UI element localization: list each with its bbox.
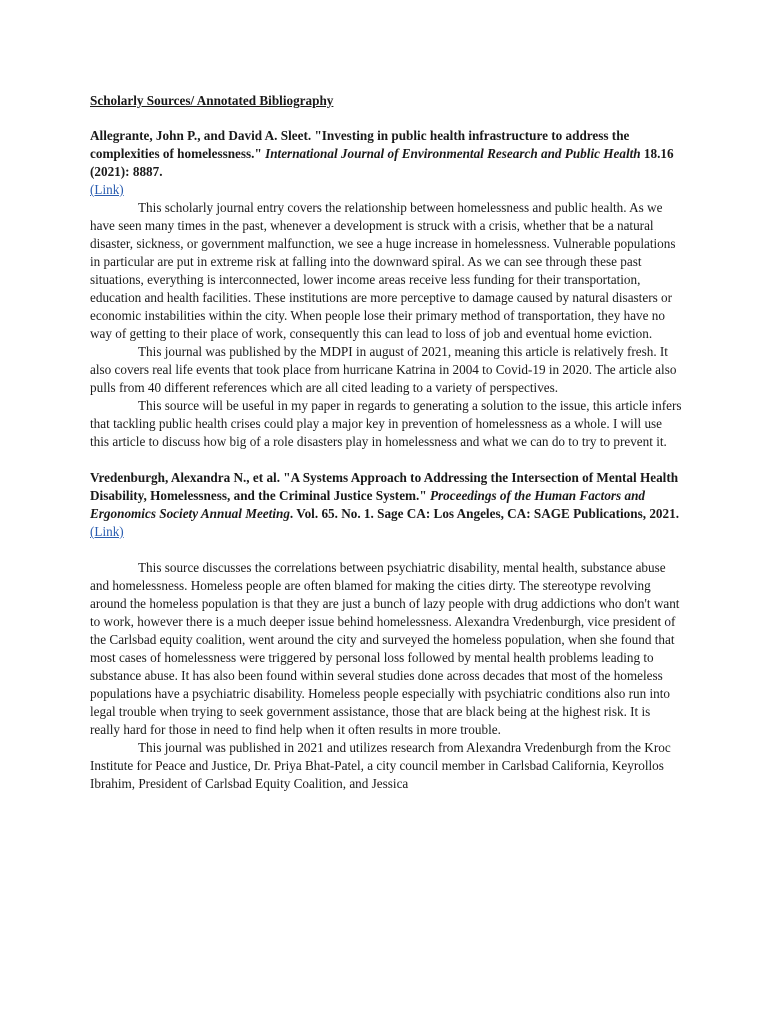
source-link[interactable]: (Link): [90, 182, 124, 197]
citation-journal: Proceedings of the Human Factors and Ergonomics Society Annual Meeting: [90, 488, 645, 521]
annotation-paragraph: This scholarly journal entry covers the relationship between homelessness and public health. As we have seen many times in the past, whenever a development is struck with a crisis, whether that be a natural disaster, sickness, or government malfunction, we see a huge increase in homelessness. Vulnerable populations in particular are put in extreme risk at falling into the downward spiral. As we can see through these past situations, everything is interconnected, lower income areas receive less funding for their transportation, education and health facilities. These institutions are more perceptive to damage caused by natural disasters or economic instabilities within the city. When people lose their primary method of transportation, they have no way of getting to their place of work, consequently this can lead to loss of job and eventual home eviction.: [90, 200, 676, 341]
page-title: Scholarly Sources/ Annotated Bibliography: [90, 93, 334, 108]
source-link[interactable]: (Link): [90, 524, 124, 539]
annotation-paragraph: This journal was published by the MDPI in august of 2021, meaning this article is relatively fresh. It also covers real life events that took place from hurricane Katrina in 2004 to Covid-19 in 2020. The article also pulls from 40 different references which are all cited leading to a variety of perspectives.: [90, 344, 677, 395]
annotation-paragraph: This source will be useful in my paper in regards to generating a solution to the issue, this article infers that tackling public health crises could play a major key in prevention of homelessness as a whole. I will use this article to discuss how big of a role disasters play in homelessness and what we can do to try to prevent it.: [90, 398, 682, 449]
annotation-paragraph: This source discusses the correlations between psychiatric disability, mental health, substance abuse and homelessness. Homeless people are often blamed for making the cities dirty. The stereotype revolving around the homeless population is that they are just a bunch of lazy people with drug addictions who don't want to work, however there is a much deeper issue behind homelessness. Alexandra Vredenburgh, vice president of the Carlsbad equity coalition, went around the city and surveyed the homeless population, when she found that most cases of homelessness were triggered by personal loss followed by mental health problems leading to substance abuse. It has also been found within several studies done across decades that most of the homeless populations have a psychiatric disability. Homeless people especially with psychiatric conditions also run into legal trouble when trying to seek government assistance, those that are black being at the highest risk. It is really hard for those in need to find help when it often results in more trouble.: [90, 560, 680, 737]
bibliography-entry: [90, 469, 682, 793]
document-page: [90, 92, 682, 793]
citation: [90, 469, 682, 523]
citation-journal: International Journal of Environmental Research and Public Health: [265, 146, 641, 161]
spacer: [90, 541, 682, 559]
citation-details: 18.16 (2021): 8887.: [90, 146, 674, 179]
bibliography-entry: [90, 127, 682, 451]
citation-authors-title: Vredenburgh, Alexandra N., et al. "A Systems Approach to Addressing the Intersection of Mental Health Disability, Homelessness, and the Criminal Justice System.": [90, 470, 679, 503]
annotation-paragraph: This journal was published in 2021 and utilizes research from Alexandra Vredenburgh from the Kroc Institute for Peace and Justice, Dr. Priya Bhat-Patel, a city council member in Carlsbad California, Keyrollos Ibrahim, President of Carlsbad Equity Coalition, and Jessica: [90, 740, 671, 791]
citation: [90, 127, 682, 181]
citation-authors-title: Allegrante, John P., and David A. Sleet. "Investing in public health infrastructure to address the complexities of homelessness.": [90, 128, 630, 161]
citation-details: . Vol. 65. No. 1. Sage CA: Los Angeles, CA: SAGE Publications, 2021.: [289, 506, 679, 521]
spacer: [90, 451, 682, 469]
